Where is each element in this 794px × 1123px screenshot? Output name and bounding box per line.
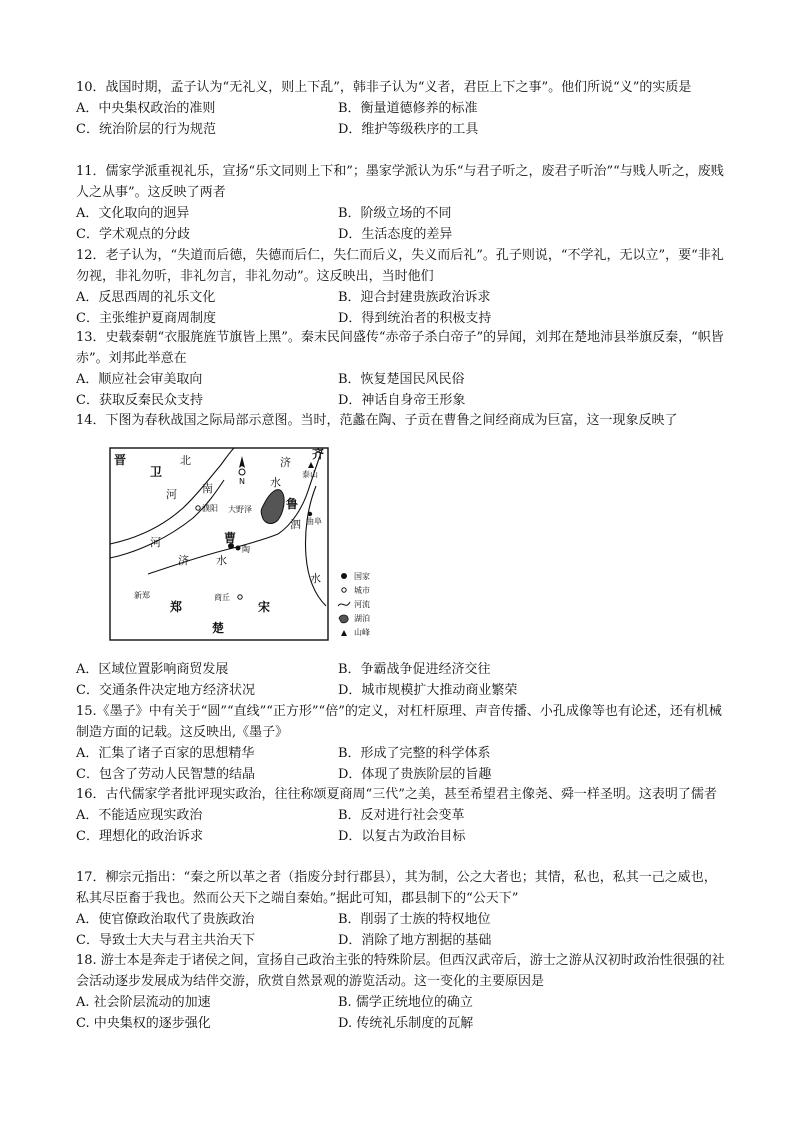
question-stem: 14．下图为春秋战国之际局部示意图。当时，范蠡在陶、子贡在曹鲁之间经商成为巨富，这一现象反映了: [76, 413, 678, 428]
map-legend: [338, 571, 370, 637]
options: [76, 743, 726, 785]
option-d[interactable]: D．神话自身帝王形象: [338, 393, 466, 408]
river-label-bei: 北: [180, 454, 191, 467]
option-b[interactable]: B．削弱了士族的特权地位: [338, 912, 491, 927]
river-label-shui-north: 水: [270, 476, 281, 489]
lake-label: 大野泽: [228, 505, 252, 514]
option-b[interactable]: B．形成了完整的科学体系: [338, 746, 491, 761]
city-marker: [236, 546, 241, 551]
legend-river-icon: [338, 602, 350, 606]
option-d[interactable]: D．维护等级秩序的工具: [338, 122, 479, 137]
question-12: [76, 245, 726, 329]
option-a[interactable]: A．不能适应现实政治: [76, 808, 203, 823]
river-label-shui-south: 水: [310, 572, 321, 585]
region-chu: 楚: [212, 621, 225, 635]
options: [76, 287, 726, 329]
question-stem: 10．战国时期，孟子认为“无礼义，则上下乱”，韩非子认为“义者，君臣上下之事”。他们所说“义”的实质是: [76, 80, 692, 95]
mountain-label: 泰山: [302, 470, 318, 479]
region-wei: 卫: [150, 465, 163, 479]
question-15: [76, 701, 726, 785]
question-stem: 13．史载秦朝“衣服旄旌节旗皆上黑”。秦末民间盛传“赤帝子杀白帝子”的异闻，刘邦在楚地沛县举旗反秦，“帜皆赤”。刘邦此举意在: [76, 330, 724, 366]
question-11: [76, 161, 726, 245]
river-label-si: 泗: [290, 518, 301, 531]
option-d[interactable]: D．得到统治者的积极支持: [338, 311, 492, 326]
option-a[interactable]: A．文化取向的迥异: [76, 206, 190, 221]
map-figure: [108, 446, 398, 644]
option-c[interactable]: C．理想化的政治诉求: [76, 829, 203, 844]
region-lu: 鲁: [286, 497, 299, 511]
question-16: [76, 784, 726, 847]
option-a[interactable]: A．使官僚政治取代了贵族政治: [76, 912, 255, 927]
options: [76, 203, 726, 245]
option-a[interactable]: A．顺应社会审美取向: [76, 372, 203, 387]
question-13: [76, 327, 726, 411]
option-a[interactable]: A．中央集权政治的准则: [76, 101, 216, 116]
option-a[interactable]: A. 社会阶层流动的加速: [76, 995, 211, 1010]
map-frame: [110, 448, 328, 640]
historical-map: [108, 446, 398, 644]
option-d[interactable]: D．城市规模扩大推动商业繁荣: [338, 683, 518, 698]
option-b[interactable]: B．阶级立场的不同: [338, 206, 452, 221]
question-stem: 16．古代儒家学者批评现实政治，往往称颂夏商周“三代”之美，甚至希望君主像尧、舜一样圣明。这表明了儒者: [76, 787, 717, 802]
question-14-options: [76, 659, 726, 701]
option-a[interactable]: A．反思西周的礼乐文化: [76, 290, 216, 305]
city-shangqiu: 商丘: [214, 593, 230, 602]
legend-state-icon: [341, 573, 347, 579]
river-label-ji-north: 济: [280, 456, 291, 469]
region-song: 宋: [258, 600, 271, 614]
option-b[interactable]: B．衡量道德修养的标准: [338, 101, 478, 116]
option-c[interactable]: C. 中央集权的逐步强化: [76, 1016, 211, 1031]
legend-city: 城市: [354, 586, 370, 595]
question-10: [76, 77, 726, 140]
river-label-nan: 南: [202, 482, 213, 495]
option-a[interactable]: A．汇集了诸子百家的思想精华: [76, 746, 255, 761]
option-c[interactable]: C．获取反秦民众支持: [76, 393, 203, 408]
region-zheng: 郑: [170, 600, 183, 614]
option-b[interactable]: B. 儒学正统地位的确立: [338, 995, 473, 1010]
question-18: [76, 950, 726, 1034]
option-d[interactable]: D．以复古为政治目标: [338, 829, 466, 844]
city-xinzheng: 新郑: [134, 591, 150, 600]
option-c[interactable]: C．统治阶层的行为规范: [76, 122, 216, 137]
option-b[interactable]: B．恢复楚国民风民俗: [338, 372, 465, 387]
city-marker: [308, 512, 312, 516]
option-c[interactable]: C．导致士大夫与君主共治天下: [76, 933, 255, 948]
option-c[interactable]: C．学术观点的分歧: [76, 227, 190, 242]
option-d[interactable]: D. 传统礼乐制度的瓦解: [338, 1016, 474, 1031]
legend-lake: 湖泊: [354, 614, 370, 623]
question-stem: 11．儒家学派重视礼乐，宣扬“乐文同则上下和”；墨家学派认为乐“与君子听之，废君子听治”“与贱人听之，废贱人之从事”。这反映了两者: [76, 164, 724, 200]
legend-river: 河流: [354, 600, 370, 609]
legend-lake-icon: [339, 615, 348, 623]
question-stem: 15.《墨子》中有关于“圆”“直线”“正方形”“倍”的定义，对杠杆原理、声音传播、小孔成像等也有论述，还有机械制造方面的记载。这反映出,《墨子》: [76, 704, 722, 740]
north-label: N: [239, 477, 245, 486]
question-17: [76, 867, 726, 951]
options: [76, 805, 726, 847]
option-c[interactable]: C．主张维护夏商周制度: [76, 311, 216, 326]
city-puyang: 濮阳: [202, 504, 218, 513]
city-tao: 陶: [242, 545, 250, 554]
option-b[interactable]: B．争霸战争促进经济交往: [338, 662, 491, 677]
question-stem: 12．老子认为，“失道而后德，失德而后仁，失仁而后义，失义而后礼”。孔子则说，“不学礼，无以立”，要“非礼勿视，非礼勿听，非礼勿言，非礼勿动”。这反映出，当时他们: [76, 248, 724, 284]
option-c[interactable]: C．交通条件决定地方经济状况: [76, 683, 255, 698]
river-label-ji: 济: [178, 554, 189, 567]
legend-mountain: 山峰: [354, 628, 370, 637]
question-14-stem: [76, 410, 726, 431]
question-stem: 17．柳宗元指出：“秦之所以革之者（指废分封行郡县），其为制，公之大者也；其情，私也，私其一己之威也，私其尽臣畜于我也。然而公天下之端自秦始。”据此可知，郡县制下的“公天下”: [76, 870, 717, 906]
legend-state: 国家: [354, 572, 370, 581]
option-b[interactable]: B．反对进行社会变革: [338, 808, 465, 823]
region-jin: 晋: [114, 453, 127, 467]
river-label-shui: 水: [216, 554, 227, 567]
option-a[interactable]: A．区域位置影响商贸发展: [76, 662, 229, 677]
option-d[interactable]: D．体现了贵族阶层的旨趣: [338, 767, 492, 782]
option-c[interactable]: C．包含了劳动人民智慧的结晶: [76, 767, 255, 782]
legend-city-icon: [342, 588, 346, 592]
option-b[interactable]: B．迎合封建贵族政治诉求: [338, 290, 491, 305]
option-d[interactable]: D．消除了地方割据的基础: [338, 933, 492, 948]
river-label-he-lower: 河: [150, 536, 161, 549]
options: [76, 992, 726, 1034]
option-d[interactable]: D．生活态度的差异: [338, 227, 453, 242]
city-cao: 曹: [224, 531, 237, 545]
region-qi: 齐: [312, 447, 325, 461]
options: [76, 369, 726, 411]
river-label-he: 河: [166, 488, 177, 501]
options: [76, 98, 726, 140]
options: [76, 659, 726, 701]
question-stem: 18. 游士本是奔走于诸侯之间，宣扬自己政治主张的特殊阶层。但西汉武帝后，游士之游从汉初时政治性很强的社会活动逐步发展成为结伴交游，欣赏自然景观的游览活动。这一变化的主要原因是: [76, 953, 725, 989]
options: [76, 909, 726, 951]
legend-mountain-icon: [341, 630, 347, 636]
city-qufu: 曲阜: [306, 517, 322, 526]
